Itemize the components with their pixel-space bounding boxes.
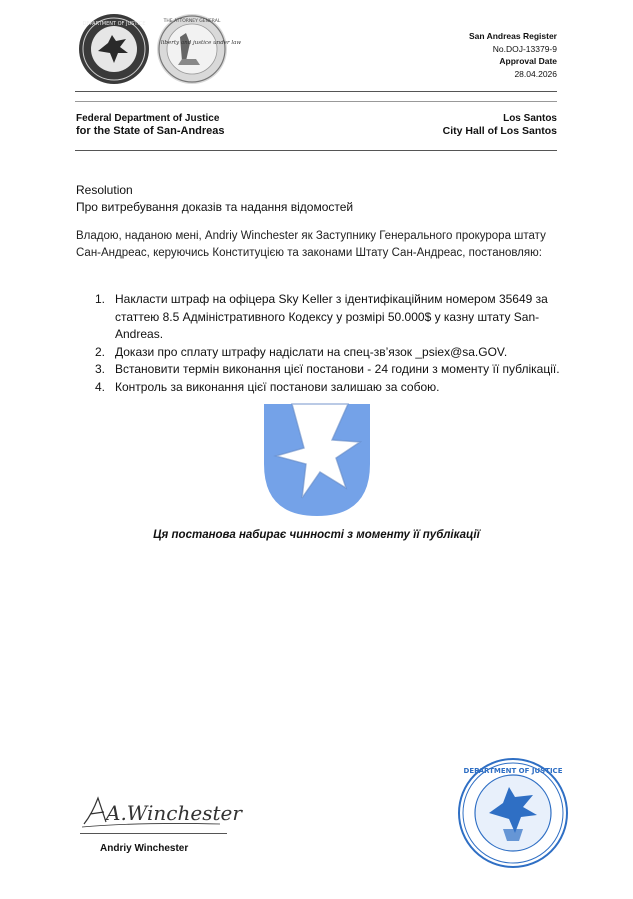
item-number: 2. xyxy=(95,344,106,359)
item-number: 4. xyxy=(95,379,106,394)
list-item xyxy=(95,361,565,379)
star-shield-watermark-icon xyxy=(262,402,372,518)
list-item xyxy=(95,291,565,344)
item-text: Докази про сплату штрафу надіслати на спец-зв’язок _psiex@sa.GOV. xyxy=(115,344,508,359)
city-block xyxy=(443,112,557,138)
resolution-intro: Владою, наданою мені, Andriy Winchester як Заступнику Генерального прокурора штату Сан-Андреас, керуючись Конституцією та законами Штату Сан-Андреас, постановляю: xyxy=(76,230,546,259)
resolution-title: Resolution xyxy=(76,183,133,197)
item-text: Контроль за виконання цієї постанови залишаю за собою. xyxy=(115,379,440,394)
closing-statement: Ця постанова набирає чинності з моменту її публікації xyxy=(153,529,480,541)
doj-seal-blue-text: DEPARTMENT OF JUSTICE xyxy=(463,767,563,775)
register-block xyxy=(469,30,557,80)
item-text: Накласти штраф на офіцера Sky Keller з ідентифікаційним номером 35649 за статтею 8.5 Адміністративного Кодексу у розмірі 50.000$ у казну штату San-Andreas. xyxy=(115,292,548,341)
list-item xyxy=(95,344,565,362)
register-number: No.DOJ-13379-9 xyxy=(492,43,557,54)
top-divider-2 xyxy=(75,101,557,102)
handwritten-signature xyxy=(80,790,242,830)
department-line1: Federal Department of Justice xyxy=(76,113,220,124)
signature-line xyxy=(80,833,227,834)
item-number: 3. xyxy=(95,362,106,376)
doj-seal-gray xyxy=(78,13,150,85)
ag-seal-top-text: THE ATTORNEY GENERAL xyxy=(163,19,221,24)
ag-seal-motto: liberty and justice under law xyxy=(160,40,242,46)
approval-date-label: Approval Date xyxy=(499,56,557,66)
doj-seal-blue xyxy=(457,757,569,869)
approval-date: 28.04.2026 xyxy=(514,68,557,79)
list-item xyxy=(95,379,565,397)
register-name: San Andreas Register xyxy=(468,31,557,41)
city-line1: Los Santos xyxy=(503,113,557,124)
city-line2: City Hall of Los Santos xyxy=(442,125,557,137)
department-line2: for the State of San-Andreas xyxy=(76,125,225,137)
resolution-subtitle: Про витребування доказів та надання відомостей xyxy=(76,200,354,214)
resolution-items xyxy=(95,291,565,396)
item-number: 1. xyxy=(95,292,106,306)
department-block xyxy=(76,112,225,138)
signer-name: Andriy Winchester xyxy=(100,843,189,854)
attorney-general-seal xyxy=(156,13,242,85)
signature-text: A.Winchester xyxy=(106,801,242,825)
doj-seal-gray-text: DEPARTMENT OF JUSTICE xyxy=(82,21,146,27)
header-divider xyxy=(75,150,557,151)
top-divider xyxy=(75,91,557,92)
item-text: Встановити термін виконання цієї постанови - 24 години з моменту її публікації. xyxy=(115,362,560,376)
